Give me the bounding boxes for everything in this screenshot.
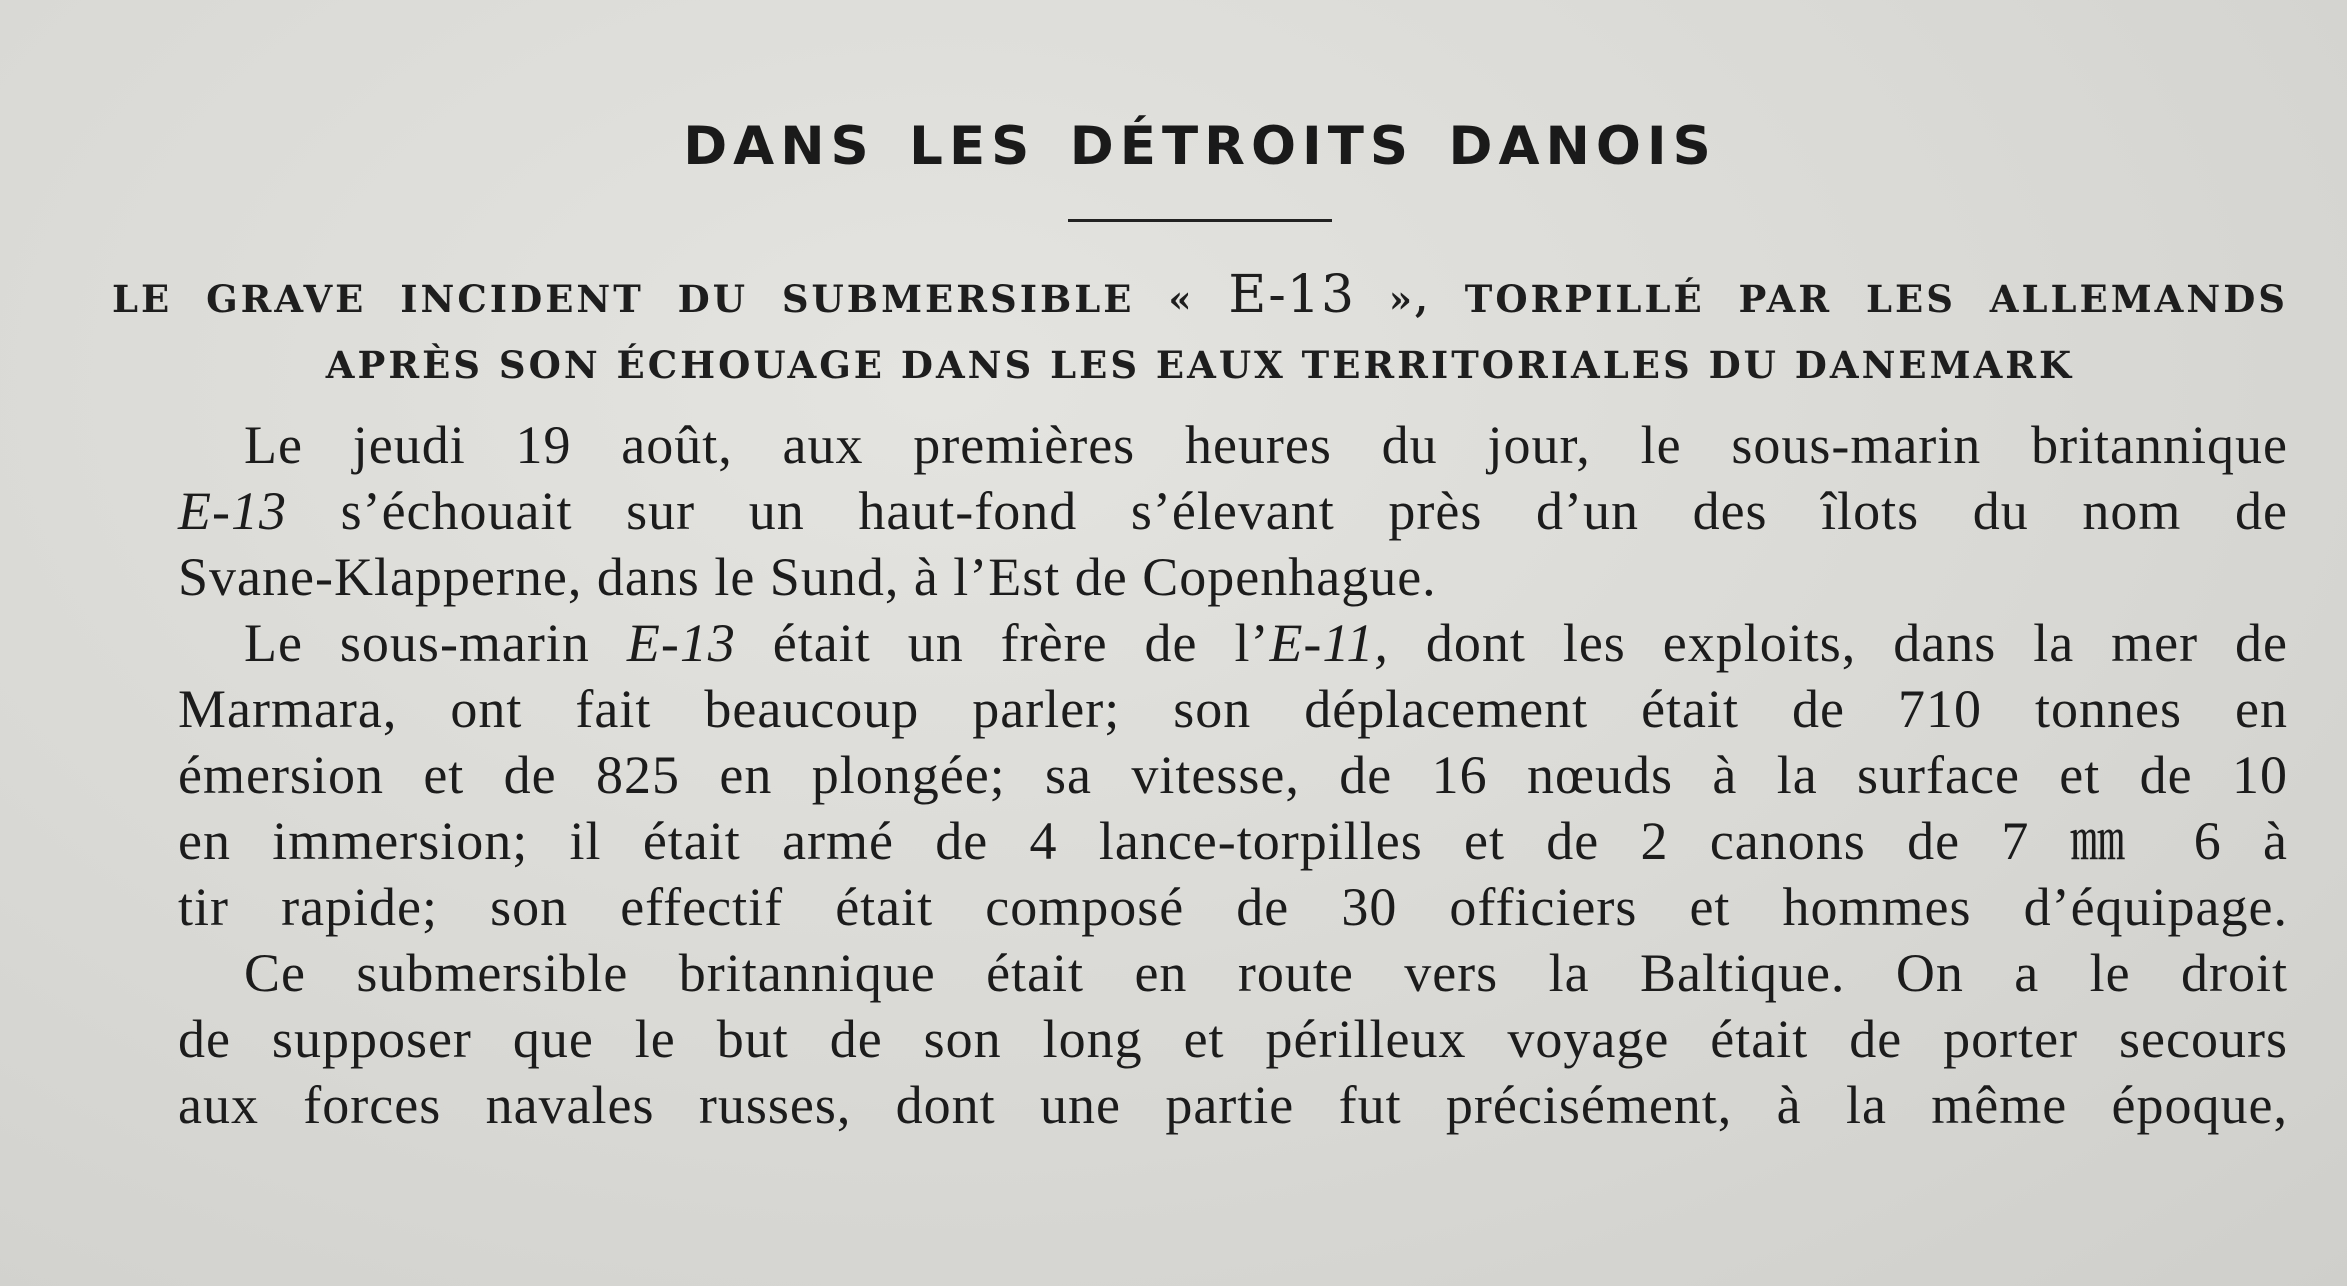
title-divider — [1068, 219, 1332, 222]
submarine-name: E-13 — [626, 613, 736, 673]
subheading-line-1 — [112, 262, 2288, 332]
page-title: DANS LES DÉTROITS DANOIS — [683, 116, 1717, 177]
paragraph-1-line-1: Le jeudi 19 août, aux premières heures du jour, le sous-marin britannique — [244, 415, 2288, 475]
paragraph-2-line-3: émersion et de 825 en plongée; sa vitesse, de 16 nœuds à la surface et de 10 — [178, 745, 2288, 805]
subheading-line-2: APRÈS SON ÉCHOUAGE DANS LES EAUX TERRITORIALES DU DANEMARK — [325, 343, 2075, 387]
article-body — [112, 412, 2288, 1138]
paragraph-2-text-c: dont les exploits, dans la mer de — [1388, 613, 2289, 673]
subheading-text-a: LE GRAVE INCIDENT DU SUBMERSIBLE « — [112, 277, 1229, 321]
page — [112, 100, 2288, 1138]
paragraph-1-line-2-text: s’échouait sur un haut-fond s’élevant près d’un des îlots du nom de — [286, 481, 2288, 541]
paragraph-3-line-1: Ce submersible britannique était en route vers la Baltique. On a le droit — [244, 943, 2288, 1003]
paragraph-1-line-2 — [112, 478, 2288, 544]
paragraph-2-text-a: Le sous-marin — [244, 613, 627, 673]
subheading-text-c: », TORPILLÉ PAR LES ALLEMANDS — [1355, 277, 2289, 321]
paragraph-2 — [112, 610, 2288, 940]
subheading — [112, 262, 2288, 398]
paragraph-2-line-1 — [112, 610, 2288, 676]
paragraph-3-line-3: aux forces navales russes, dont une partie fut précisément, à la même époque, — [178, 1075, 2288, 1135]
paragraph-3-line-2: de supposer que le but de son long et périlleux voyage était de porter secours — [178, 1009, 2288, 1069]
paragraph-2-line-4: en immersion; il était armé de 4 lance-torpilles et de 2 canons de 7 ㎜ 6 à — [178, 811, 2288, 871]
paragraph-2-text-b: était un frère de l’ — [735, 613, 1270, 673]
paragraph-2-line-5: tir rapide; son effectif était composé de 30 officiers et hommes d’équipage. — [178, 877, 2288, 937]
subheading-submarine-name: E-13 — [1228, 265, 1356, 325]
paragraph-3 — [112, 940, 2288, 1138]
paragraph-1 — [112, 412, 2288, 610]
paragraph-2-line-2: Marmara, ont fait beaucoup parler; son déplacement était de 710 tonnes en — [178, 679, 2288, 739]
paragraph-1-line-3: Svane-Klapperne, dans le Sund, à l’Est de Copenhague. — [178, 547, 1437, 607]
submarine-name: E-13 — [178, 481, 287, 541]
submarine-name-e11: E-11, — [1269, 613, 1389, 673]
